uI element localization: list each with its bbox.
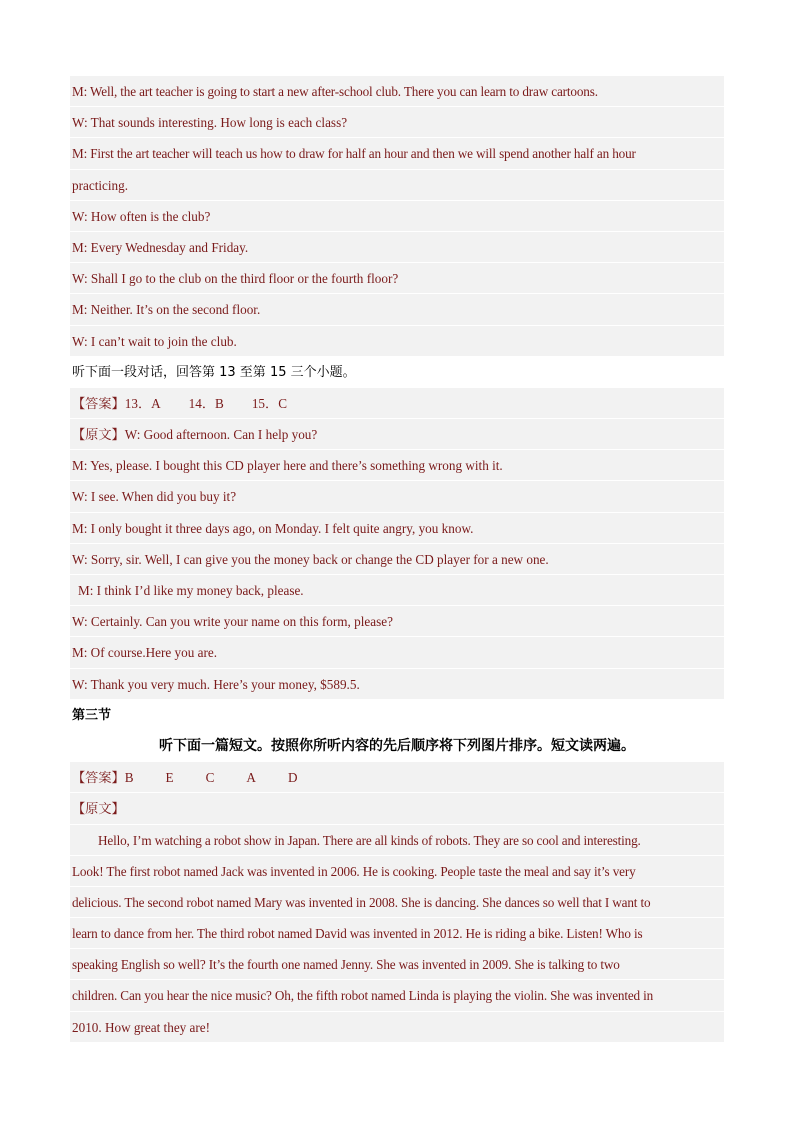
- document-page: [70, 76, 724, 1043]
- dialogue-line: practicing.: [70, 170, 724, 201]
- answer-line: [70, 388, 724, 419]
- answer-line: [70, 762, 724, 793]
- dialogue-line: M: Yes, please. I bought this CD player here and there’s something wrong with it.: [70, 450, 724, 481]
- paragraph-line: delicious. The second robot named Mary was invented in 2008. She is dancing. She dances so well that I want to: [70, 887, 724, 918]
- dialogue-line: W: Shall I go to the club on the third floor or the fourth floor?: [70, 263, 724, 294]
- dialogue-line: W: Thank you very much. Here’s your money, $589.5.: [70, 669, 724, 700]
- dialogue-line: M: Well, the art teacher is going to start a new after-school club. There you can learn to draw cartoons.: [70, 76, 724, 107]
- dialogue-line: M: Of course.Here you are.: [70, 637, 724, 668]
- answer-item: 13．A: [124, 395, 161, 411]
- dialogue-line: M: First the art teacher will teach us how to draw for half an hour and then we will spend another half an hour: [70, 138, 724, 169]
- dialogue-line: W: Certainly. Can you write your name on this form, please?: [70, 606, 724, 637]
- transcript-tag-line: [70, 793, 724, 824]
- dialogue-line: W: I can’t wait to join the club.: [70, 326, 724, 357]
- transcript-first-line: W: Good afternoon. Can I help you?: [124, 427, 318, 443]
- answer-item: C: [205, 770, 215, 786]
- dialogue-line: M: I only bought it three days ago, on Monday. I felt quite angry, you know.: [70, 513, 724, 544]
- answer-tag: 【答案】: [72, 395, 125, 411]
- paragraph-line: Hello, I’m watching a robot show in Japan. There are all kinds of robots. They are so cool and interesting.: [70, 825, 724, 856]
- paragraph-line: Look! The first robot named Jack was invented in 2006. He is cooking. People taste the meal and say it’s very: [70, 856, 724, 887]
- dialogue-line: W: How often is the club?: [70, 201, 724, 232]
- answer-item: 15．C: [251, 395, 287, 411]
- answer-item: D: [287, 770, 298, 786]
- answer-item: B: [124, 770, 134, 786]
- transcript-tag: 【原文】: [72, 801, 125, 817]
- section-instruction: 听下面一篇短文。按照你所听内容的先后顺序将下列图片排序。短文读两遍。: [70, 731, 724, 762]
- answer-item: 14．B: [188, 395, 224, 411]
- question-instruction: 听下面一段对话，回答第 13 至第 15 三个小题。: [70, 357, 724, 388]
- dialogue-line: W: I see. When did you buy it?: [70, 481, 724, 512]
- dialogue-line: M: Neither. It’s on the second floor.: [70, 294, 724, 325]
- answer-item: A: [246, 770, 256, 786]
- dialogue-line: W: That sounds interesting. How long is each class?: [70, 107, 724, 138]
- paragraph-line: 2010. How great they are!: [70, 1012, 724, 1043]
- section-heading: 第三节: [70, 700, 724, 731]
- answer-tag: 【答案】: [72, 770, 125, 786]
- paragraph-line: speaking English so well? It’s the fourth one named Jenny. She was invented in 2009. She is talking to two: [70, 949, 724, 980]
- answer-item: E: [165, 770, 174, 786]
- dialogue-line: M: I think I’d like my money back, please.: [70, 575, 724, 606]
- transcript-tag: 【原文】: [72, 427, 125, 443]
- transcript-line: [70, 419, 724, 450]
- dialogue-line: M: Every Wednesday and Friday.: [70, 232, 724, 263]
- dialogue-line: W: Sorry, sir. Well, I can give you the money back or change the CD player for a new one.: [70, 544, 724, 575]
- paragraph-line: children. Can you hear the nice music? Oh, the fifth robot named Linda is playing the violin. She was invented in: [70, 980, 724, 1011]
- paragraph-line: learn to dance from her. The third robot named David was invented in 2012. He is riding a bike. Listen! Who is: [70, 918, 724, 949]
